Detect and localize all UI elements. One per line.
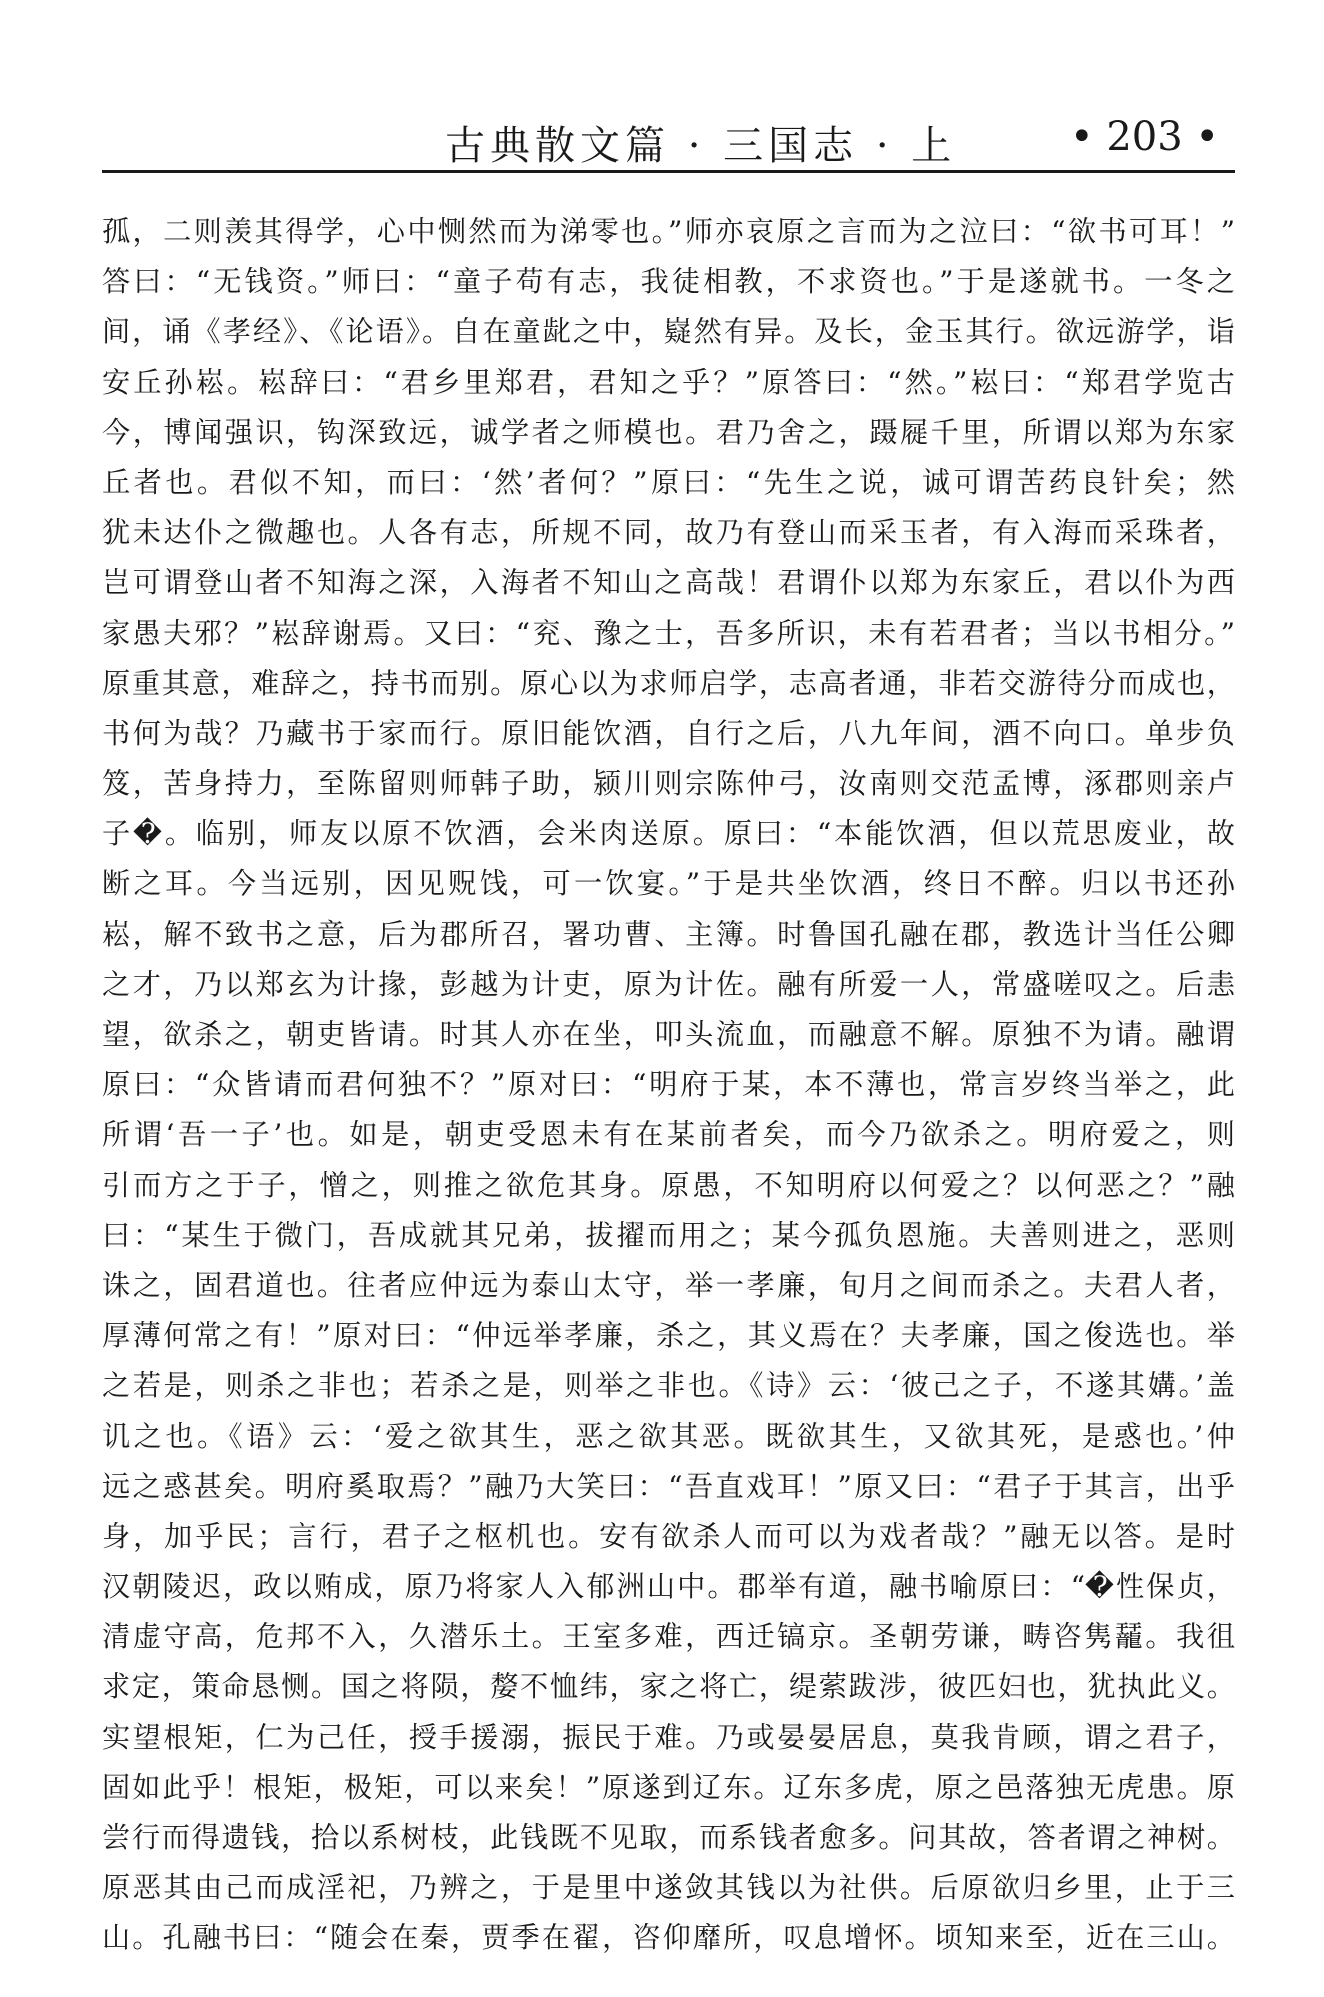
text-line: 之若是，则杀之非也；若杀之是，则举之非也。《诗》云：‘彼己之子，不遂其媾。’盖 <box>102 1369 1235 1403</box>
body-text <box>102 207 1235 1964</box>
text-line: 答曰：“无钱资。”师曰：“童子苟有志，我徒相教，不求资也。”于是遂就书。一冬之 <box>102 265 1235 299</box>
text-line: 崧，解不致书之意，后为郡所召，署功曹、主簿。时鲁国孔融在郡，教选计当任公卿 <box>102 917 1235 951</box>
page-number: • 203 • <box>1070 114 1219 160</box>
text-line: 之才，乃以郑玄为计掾，彭越为计吏，原为计佐。融有所爱一人，常盛嗟叹之。后恚 <box>102 967 1235 1001</box>
text-line: 引而方之于子，憎之，则推之欲危其身。原愚，不知明府以何爱之？以何恶之？”融 <box>102 1168 1235 1202</box>
text-line: 身，加乎民；言行，君子之枢机也。安有欲杀人而可以为戏者哉？”融无以答。是时 <box>102 1519 1235 1553</box>
text-line: 求定，策命恳恻。国之将陨，嫠不恤纬，家之将亡，缇萦跋涉，彼匹妇也，犹执此义。 <box>102 1670 1235 1704</box>
header-rule <box>102 170 1235 173</box>
text-line: 讥之也。《语》云：‘爱之欲其生，恶之欲其恶。既欲其生，又欲其死，是惑也。’仲 <box>102 1419 1235 1453</box>
text-line: 家愚夫邪？”崧辞谢焉。又曰：“兖、豫之士，吾多所识，未有若君者；当以书相分。” <box>102 616 1235 650</box>
text-line: 望，欲杀之，朝吏皆请。时其人亦在坐，叩头流血，而融意不解。原独不为请。融谓 <box>102 1018 1235 1051</box>
text-line: 笈，苦身持力，至陈留则师韩子助，颍川则宗陈仲弓，汝南则交范孟博，涿郡则亲卢 <box>102 767 1235 801</box>
text-line: 今，博闻强识，钩深致远，诚学者之师模也。君乃舍之，蹑屣千里，所谓以郑为东家 <box>102 415 1235 449</box>
text-line: 所谓‘吾一子’也。如是，朝吏受恩未有在某前者矣，而今乃欲杀之。明府爱之，则 <box>102 1118 1235 1152</box>
running-header-title: 古典散文篇 · 三国志 · 上 <box>445 123 957 169</box>
page-header <box>102 110 1235 174</box>
text-line: 书何为哉？乃藏书于家而行。原旧能饮酒，自行之后，八九年间，酒不向口。单步负 <box>102 716 1235 750</box>
text-line: 间，诵《孝经》、《论语》。自在童龀之中，嶷然有异。及长，金玉其行。欲远游学，诣 <box>102 315 1235 349</box>
text-line: 断之耳。今当远别，因见贶饯，可一饮宴。”于是共坐饮酒，终日不醉。归以书还孙 <box>102 867 1235 901</box>
text-line: 远之惑甚矣。明府奚取焉？”融乃大笑曰：“吾直戏耳！”原又曰：“君子于其言，出乎 <box>102 1469 1235 1503</box>
text-line: 孤，二则羡其得学，心中恻然而为涕零也。”师亦哀原之言而为之泣曰：“欲书可耳！” <box>102 215 1235 248</box>
text-line: 原曰：“众皆请而君何独不？”原对曰：“明府于某，本不薄也，常言岁终当举之，此 <box>102 1068 1235 1102</box>
text-line: 岂可谓登山者不知海之深，入海者不知山之高哉！君谓仆以郑为东家丘，君以仆为西 <box>102 566 1235 600</box>
text-line: 尝行而得遗钱，拾以系树枝，此钱既不见取，而系钱者愈多。问其故，答者谓之神树。 <box>102 1821 1235 1854</box>
text-line: 汉朝陵迟，政以贿成，原乃将家人入郁洲山中。郡举有道，融书喻原曰：“�性保贞， <box>102 1570 1235 1604</box>
text-line: 原重其意，难辞之，持书而别。原心以为求师启学，志高者通，非若交游待分而成也， <box>102 666 1235 700</box>
text-line: 子�。临别，师友以原不饮酒，会米肉送原。原曰：“本能饮酒，但以荒思废业，故 <box>102 817 1235 851</box>
text-line: 清虚守高，危邦不入，久潜乐土。王室多难，西迁镐京。圣朝劳谦，畴咨隽䶬。我徂 <box>102 1620 1235 1654</box>
text-line: 原恶其由己而成淫祀，乃辨之，于是里中遂敛其钱以为社供。后原欲归乡里，止于三 <box>102 1871 1235 1905</box>
text-line: 丘者也。君似不知，而曰：‘然’者何？”原曰：“先生之说，诚可谓苦药良针矣；然 <box>102 465 1235 499</box>
text-line: 安丘孙崧。崧辞曰：“君乡里郑君，君知之乎？”原答曰：“然。”崧曰：“郑君学览古 <box>102 365 1235 399</box>
text-line: 诛之，固君道也。往者应仲远为泰山太守，举一孝廉，旬月之间而杀之。夫君人者， <box>102 1268 1235 1302</box>
text-line: 犹未达仆之微趣也。人各有志，所规不同，故乃有登山而采玉者，有入海而采珠者， <box>102 516 1235 550</box>
text-line: 山。孔融书曰：“随会在秦，贾季在翟，咨仰靡所，叹息增怀。顷知来至，近在三山。 <box>102 1921 1235 1955</box>
text-line: 曰：“某生于微门，吾成就其兄弟，拔擢而用之；某今孤负恩施。夫善则进之，恶则 <box>102 1218 1235 1252</box>
text-line: 实望根矩，仁为己任，授手援溺，振民于难。乃或晏晏居息，莫我肯顾，谓之君子， <box>102 1720 1235 1754</box>
text-line: 厚薄何常之有！”原对曰：“仲远举孝廉，杀之，其义焉在？夫孝廉，国之俊选也。举 <box>102 1319 1235 1353</box>
text-line: 固如此乎！根矩，极矩，可以来矣！”原遂到辽东。辽东多虎，原之邑落独无虎患。原 <box>102 1770 1235 1804</box>
